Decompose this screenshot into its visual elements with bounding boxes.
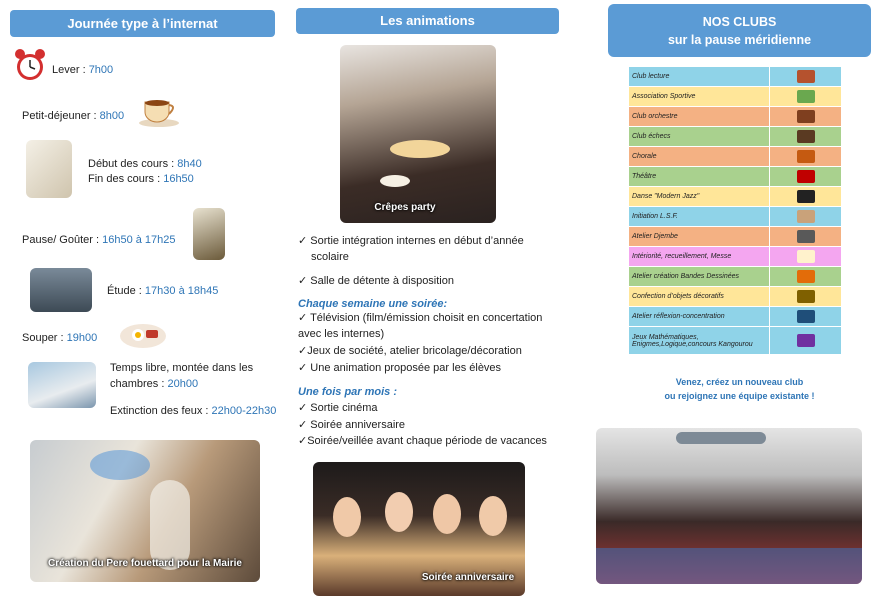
club-name: Atelier création Bandes Dessinées <box>629 267 770 287</box>
petit-dejeuner-row: Petit-déjeuner : 8h00 <box>22 110 125 122</box>
debut-cours-row: Début des cours : 8h40 <box>88 158 202 170</box>
club-row <box>629 147 842 167</box>
header-clubs <box>608 4 871 57</box>
list-item: ✓ Salle de détente à disposition <box>298 275 454 287</box>
djembe-icon <box>797 230 815 243</box>
coffee-cup-icon <box>137 96 181 128</box>
clubs-title-line1: NOS CLUBS <box>702 15 777 29</box>
club-row <box>629 127 842 147</box>
club-name: Association Sportive <box>629 87 770 107</box>
club-icon-cell <box>770 307 842 327</box>
crepes-party-photo <box>340 45 496 223</box>
comics-icon <box>797 270 815 283</box>
club-name: Club orchestre <box>629 107 770 127</box>
club-row <box>629 307 842 327</box>
sign-language-icon <box>797 210 815 223</box>
club-row <box>629 207 842 227</box>
extinction-row: Extinction des feux : 22h00-22h30 <box>110 405 277 417</box>
club-row <box>629 327 842 355</box>
choir-icon <box>797 150 815 163</box>
club-row <box>629 267 842 287</box>
souper-row: Souper : 19h00 <box>22 332 98 344</box>
club-icon-cell <box>770 247 842 267</box>
club-name: Confection d’objets décoratifs <box>629 287 770 307</box>
club-icon-cell <box>770 187 842 207</box>
list-item: ✓ Soirée anniversaire <box>298 419 406 431</box>
etude-row: Étude : 17h30 à 18h45 <box>107 285 219 297</box>
orchestra-icon <box>797 110 815 123</box>
chambre-photo <box>28 362 96 408</box>
invitation-line1: Venez, créez un nouveau club <box>675 377 804 387</box>
club-name: Danse "Modern Jazz" <box>629 187 770 207</box>
list-item-cont: scolaire <box>311 251 349 263</box>
plate-icon <box>118 320 168 350</box>
soiree-anniversaire-caption: Soirée anniversaire <box>421 572 515 583</box>
sport-icon <box>797 90 815 103</box>
club-icon-cell <box>770 107 842 127</box>
club-row <box>629 107 842 127</box>
club-row <box>629 187 842 207</box>
club-row <box>629 247 842 267</box>
club-icon-cell <box>770 167 842 187</box>
fin-cours-row: Fin des cours : 16h50 <box>88 173 194 185</box>
club-name: Intériorité, recueillement, Messe <box>629 247 770 267</box>
club-name: Club lecture <box>629 67 770 87</box>
crepes-party-caption: Crêpes party <box>374 202 436 213</box>
club-row <box>629 87 842 107</box>
club-row <box>629 167 842 187</box>
header-journee: Journée type à l’internat <box>10 10 275 37</box>
club-icon-cell <box>770 87 842 107</box>
list-item-cont: avec les internes) <box>298 328 385 340</box>
list-item: ✓ Une animation proposée par les élèves <box>298 362 502 374</box>
club-name: Atelier réflexion-concentration <box>629 307 770 327</box>
pause-row: Pause/ Goûter : 16h50 à 17h25 <box>22 234 176 246</box>
club-name: Initiation L.S.F. <box>629 207 770 227</box>
dance-icon <box>797 190 815 203</box>
etude-photo <box>30 268 92 312</box>
club-name: Atelier Djembe <box>629 227 770 247</box>
candle-icon <box>797 250 815 263</box>
club-name: Club échecs <box>629 127 770 147</box>
sub-heading-semaine: Chaque semaine une soirée: <box>298 298 448 310</box>
club-icon-cell <box>770 227 842 247</box>
puzzle-icon <box>797 334 815 347</box>
header-animations: Les animations <box>296 8 559 34</box>
club-icon-cell <box>770 207 842 227</box>
list-item: ✓ Télévision (film/émission choisit en concertation <box>298 312 543 324</box>
club-row <box>629 287 842 307</box>
alarm-clock-icon <box>14 48 46 82</box>
temps-libre-line2: chambres : 20h00 <box>110 378 199 390</box>
pere-fouettard-caption: Création du Pere fouettard pour la Mairie <box>48 558 242 569</box>
clubs-title-line2: sur la pause méridienne <box>667 33 812 47</box>
lever-row: Lever : 7h00 <box>52 64 114 76</box>
mandala-icon <box>797 310 815 323</box>
club-icon-cell <box>770 267 842 287</box>
cours-photo <box>26 140 72 198</box>
sub-heading-mois: Une fois par mois : <box>298 386 398 398</box>
list-item: ✓ Sortie cinéma <box>298 402 378 414</box>
club-name: Chorale <box>629 147 770 167</box>
club-icon-cell <box>770 327 842 355</box>
chess-icon <box>797 130 815 143</box>
invitation-line2: ou rejoignez une équipe existante ! <box>664 391 815 401</box>
theatre-icon <box>797 170 815 183</box>
books-icon <box>797 70 815 83</box>
club-row <box>629 227 842 247</box>
clubs-invitation <box>608 375 871 403</box>
wreath-icon <box>797 290 815 303</box>
club-name: Théâtre <box>629 167 770 187</box>
clubs-group-photo <box>596 428 862 584</box>
gouter-photo <box>193 208 225 260</box>
list-item: ✓Jeux de société, atelier bricolage/décoration <box>298 345 522 357</box>
club-icon-cell <box>770 147 842 167</box>
clubs-table <box>628 66 842 355</box>
list-item: ✓ Sortie intégration internes en début d’année <box>298 235 524 247</box>
club-row <box>629 67 842 87</box>
list-item: ✓Soirée/veillée avant chaque période de vacances <box>298 435 547 447</box>
club-icon-cell <box>770 67 842 87</box>
club-icon-cell <box>770 287 842 307</box>
club-icon-cell <box>770 127 842 147</box>
club-name: Jeux Mathématiques, Enigmes,Logique,concours Kangourou <box>629 327 770 355</box>
temps-libre-line1: Temps libre, montée dans les <box>110 362 254 374</box>
